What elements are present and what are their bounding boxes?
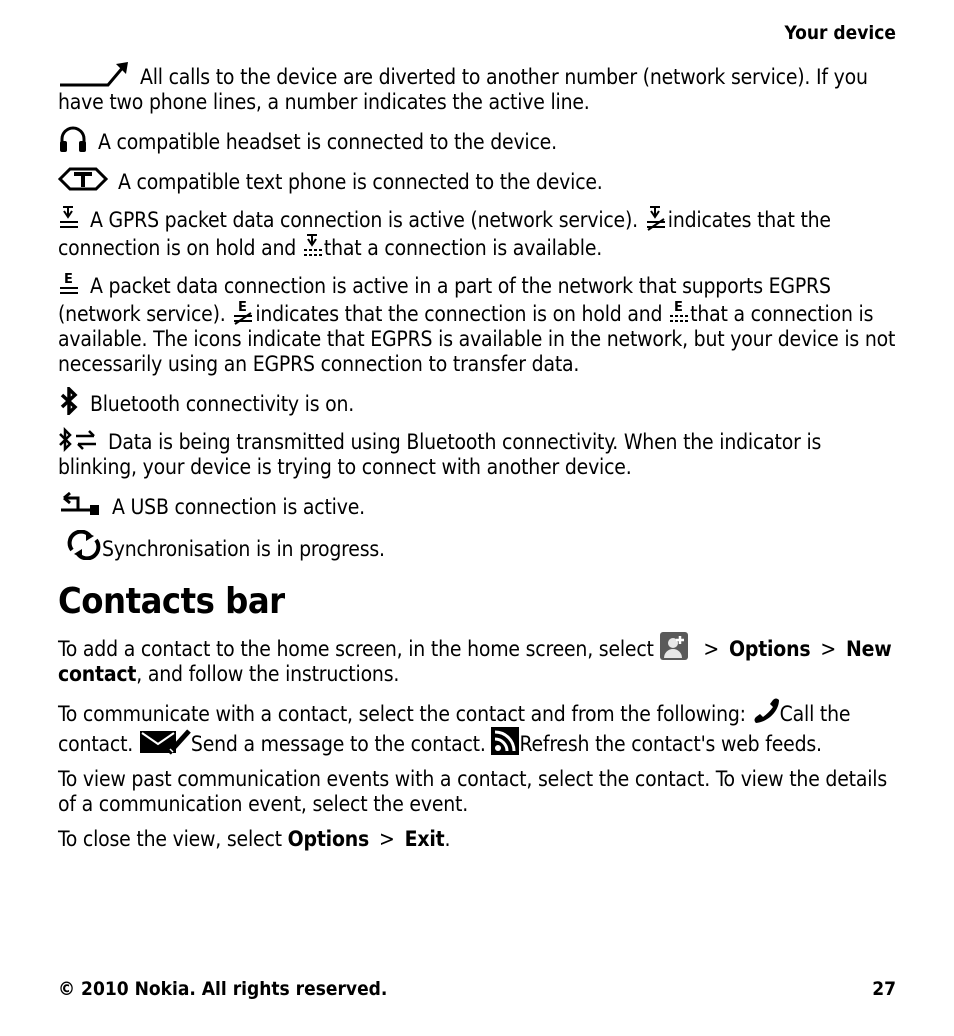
gprs-active-icon — [58, 205, 80, 231]
exit-menu-item[interactable]: Exit — [404, 827, 445, 851]
page-content — [58, 60, 896, 862]
message-icon[interactable] — [139, 727, 191, 755]
page-number: 27 — [872, 978, 896, 1000]
text-phone-icon — [58, 165, 108, 193]
contacts-paragraph-communicate: To communicate with a contact, select the contact and from the following: Call the contact. Send a message to the contact. Refresh the contact's web feeds. — [58, 697, 896, 757]
svg-text:E: E — [238, 300, 248, 315]
options-menu-item-close[interactable]: Options — [287, 827, 370, 851]
egprs-hold-icon — [231, 299, 255, 325]
section-header: Your device — [784, 22, 896, 44]
add-contact-icon[interactable] — [660, 632, 688, 660]
contacts-paragraph-close: To close the view, select Options > Exit. — [58, 827, 451, 851]
sync-icon — [66, 530, 102, 560]
gprs-hold-icon — [644, 205, 668, 231]
manual-page — [58, 0, 896, 1036]
svg-text:E: E — [64, 272, 73, 287]
headset-icon — [58, 125, 88, 153]
contacts-bar-heading: Contacts bar — [58, 581, 285, 622]
contacts-paragraph-history: To view past communication events with a contact, select the contact. To view the details of a communication event, select the event. — [58, 767, 887, 816]
indicator-bluetooth-transfer: Data is being transmitted using Bluetooth connectivity. When the indicator is blinking, your device is trying to connect with another device. — [58, 427, 896, 480]
options-menu-item[interactable]: Options — [729, 637, 811, 661]
egprs-active-icon — [58, 271, 80, 297]
indicator-usb: A USB connection is active. — [58, 490, 896, 520]
indicator-bluetooth: Bluetooth connectivity is on. — [58, 387, 896, 417]
egprs-available-icon — [668, 299, 690, 325]
gprs-available-icon — [302, 233, 324, 259]
call-icon[interactable] — [752, 697, 780, 725]
new-contact-menu-item[interactable]: New contact — [58, 637, 892, 686]
copyright: © 2010 Nokia. All rights reserved. — [58, 978, 388, 1000]
indicator-egprs: E A packet data connection is active in a part of the network that supports EGPRS (network service). E indicates that the connection is on hold and E that a connection is available. The icons indicate that EGPRS is available in the network, but your device is not necessarily using an EGPRS connection to transfer data. — [58, 272, 896, 376]
indicator-call-divert: All calls to the device are diverted to another number (network service). If you have two phone lines, a number indicates the active line. — [58, 60, 896, 115]
page-footer — [58, 978, 896, 1000]
contacts-paragraph-add: To add a contact to the home screen, in the home screen, select > Options > New contact, and follow the instructions. — [58, 632, 896, 687]
indicator-gprs: A GPRS packet data connection is active (network service). indicates that the connection is on hold and that a connection is available. — [58, 205, 896, 261]
indicator-headset: A compatible headset is connected to the device. — [58, 125, 896, 155]
svg-text:E: E — [674, 300, 683, 315]
indicator-text-phone: A compatible text phone is connected to the device. — [58, 165, 896, 195]
indicator-sync: Synchronisation is in progress. — [58, 530, 896, 562]
bluetooth-icon — [58, 387, 80, 415]
web-feed-icon[interactable] — [491, 727, 519, 755]
bluetooth-transfer-icon — [58, 427, 98, 453]
call-divert-icon — [58, 60, 130, 88]
usb-icon — [58, 490, 102, 518]
